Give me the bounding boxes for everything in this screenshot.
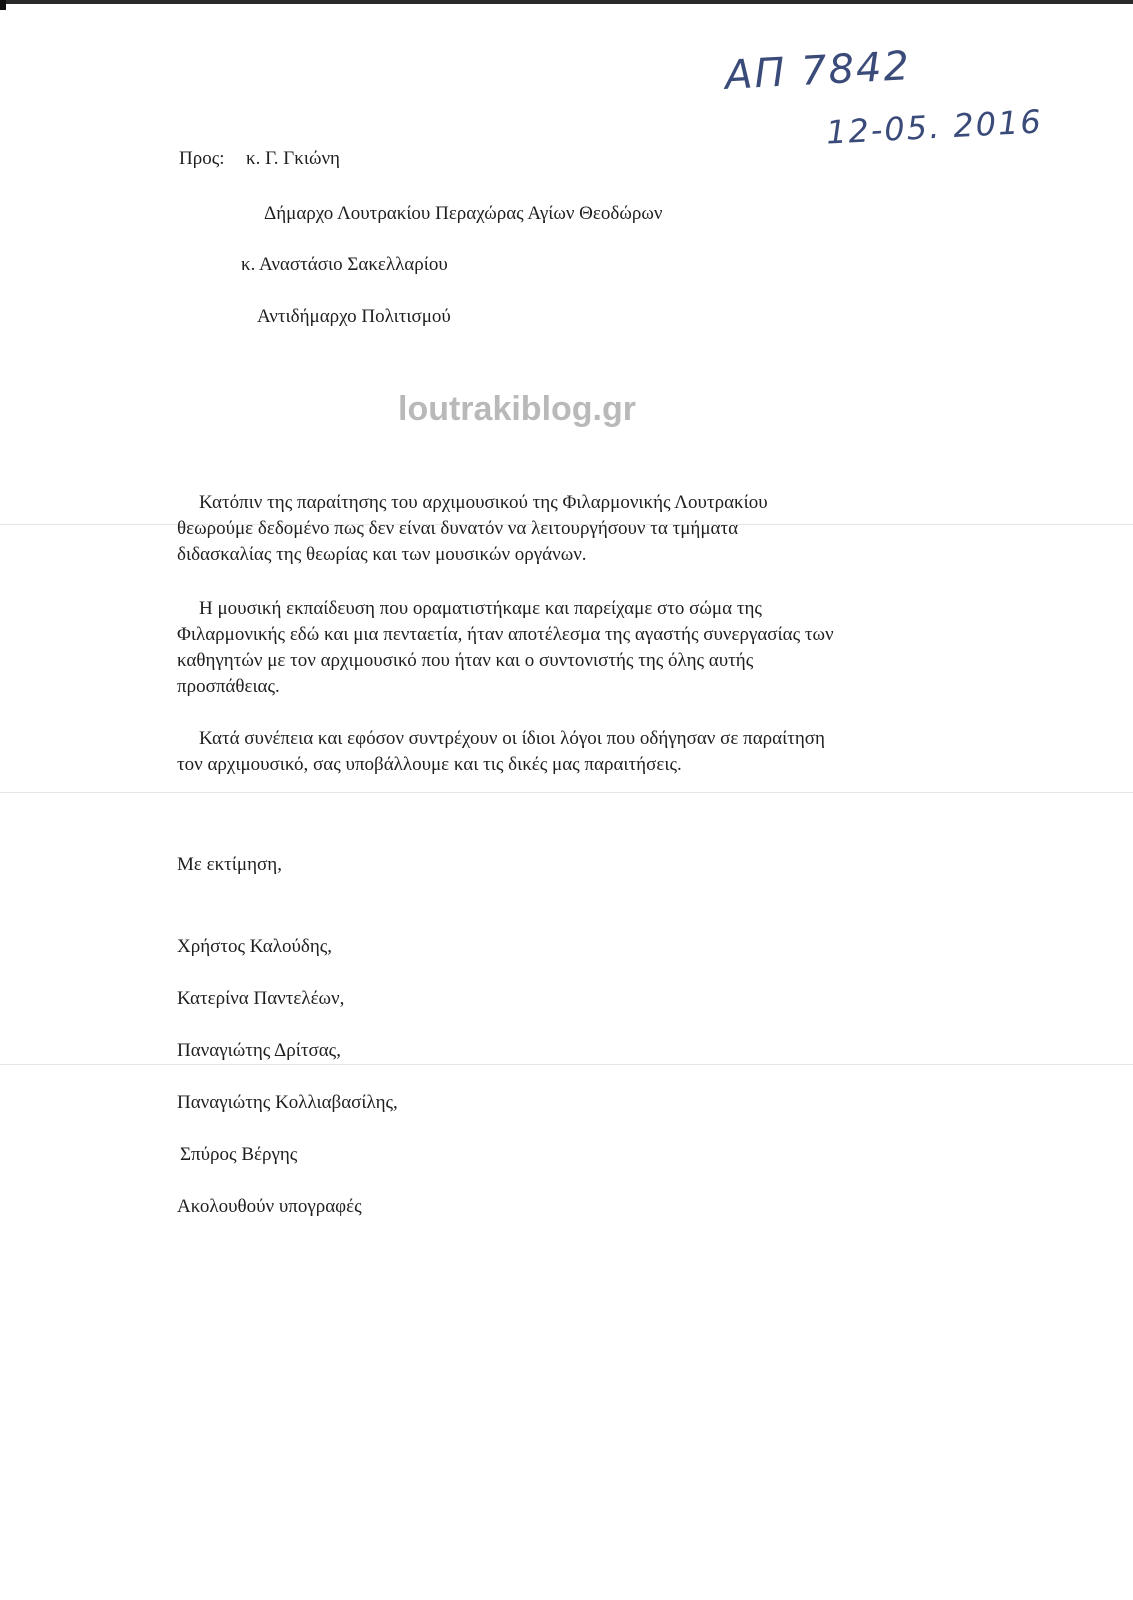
paragraph-line: Η μουσική εκπαίδευση που οραματιστήκαμε και παρείχαμε στο σώμα της: [199, 598, 762, 619]
recipient-title-1: Δήμαρχο Λουτρακίου Περαχώρας Αγίων Θεοδώρων: [264, 203, 663, 224]
paragraph-line: προσπάθειας.: [177, 676, 280, 697]
protocol-number-stamp: ΑΠ 7842: [723, 43, 913, 99]
paragraph-line: καθηγητών με τον αρχιμουσικό που ήταν και ο συντονιστής της όλης αυτής: [177, 650, 754, 671]
scan-corner-mark: [0, 0, 6, 10]
paragraph-line: Κατόπιν της παραίτησης του αρχιμουσικού της Φιλαρμονικής Λουτρακίου: [199, 492, 768, 513]
recipient-title-2: Αντιδήμαρχο Πολιτισμού: [257, 306, 451, 327]
closing: Με εκτίμηση,: [177, 854, 282, 875]
paragraph-line: Κατά συνέπεια και εφόσον συντρέχουν οι ίδιοι λόγοι που οδήγησαν σε παραίτηση: [199, 728, 825, 749]
recipient-name-1: κ. Γ. Γκιώνη: [246, 148, 340, 169]
signatory-name: Κατερίνα Παντελέων,: [177, 988, 345, 1009]
body-paragraph-1: [177, 490, 997, 568]
signatures-note: Ακολουθούν υπογραφές: [177, 1196, 362, 1217]
paragraph-line: τον αρχιμουσικό, σας υποβάλλουμε και τις δικές μας παραιτήσεις.: [177, 754, 682, 775]
signatory-name: Παναγιώτης Δρίτσας,: [177, 1040, 341, 1061]
watermark: loutrakiblog.gr: [398, 390, 636, 428]
body-paragraph-3: [177, 726, 997, 778]
signatory-name: Χρήστος Καλούδης,: [177, 936, 333, 957]
signatory-name: Παναγιώτης Κολλιαβασίλης,: [177, 1092, 398, 1113]
paragraph-line: διδασκαλίας της θεωρίας και των μουσικών οργάνων.: [177, 544, 587, 565]
recipient-name-2: κ. Αναστάσιο Σακελλαρίου: [241, 254, 448, 275]
protocol-date-stamp: 12-05. 2016: [825, 102, 1044, 152]
to-label: Προς:: [179, 148, 225, 169]
paragraph-line: Φιλαρμονικής εδώ και μια πενταετία, ήταν αποτέλεσμα της αγαστής συνεργασίας των: [177, 624, 834, 645]
scan-top-edge: [0, 0, 1133, 4]
page-fold-line: [0, 792, 1133, 793]
paragraph-line: θεωρούμε δεδομένο πως δεν είναι δυνατόν να λειτουργήσουν τα τμήματα: [177, 518, 739, 539]
body-paragraph-2: [177, 596, 997, 700]
signatory-name: Σπύρος Βέργης: [180, 1144, 298, 1165]
page-fold-line: [0, 1064, 1133, 1065]
